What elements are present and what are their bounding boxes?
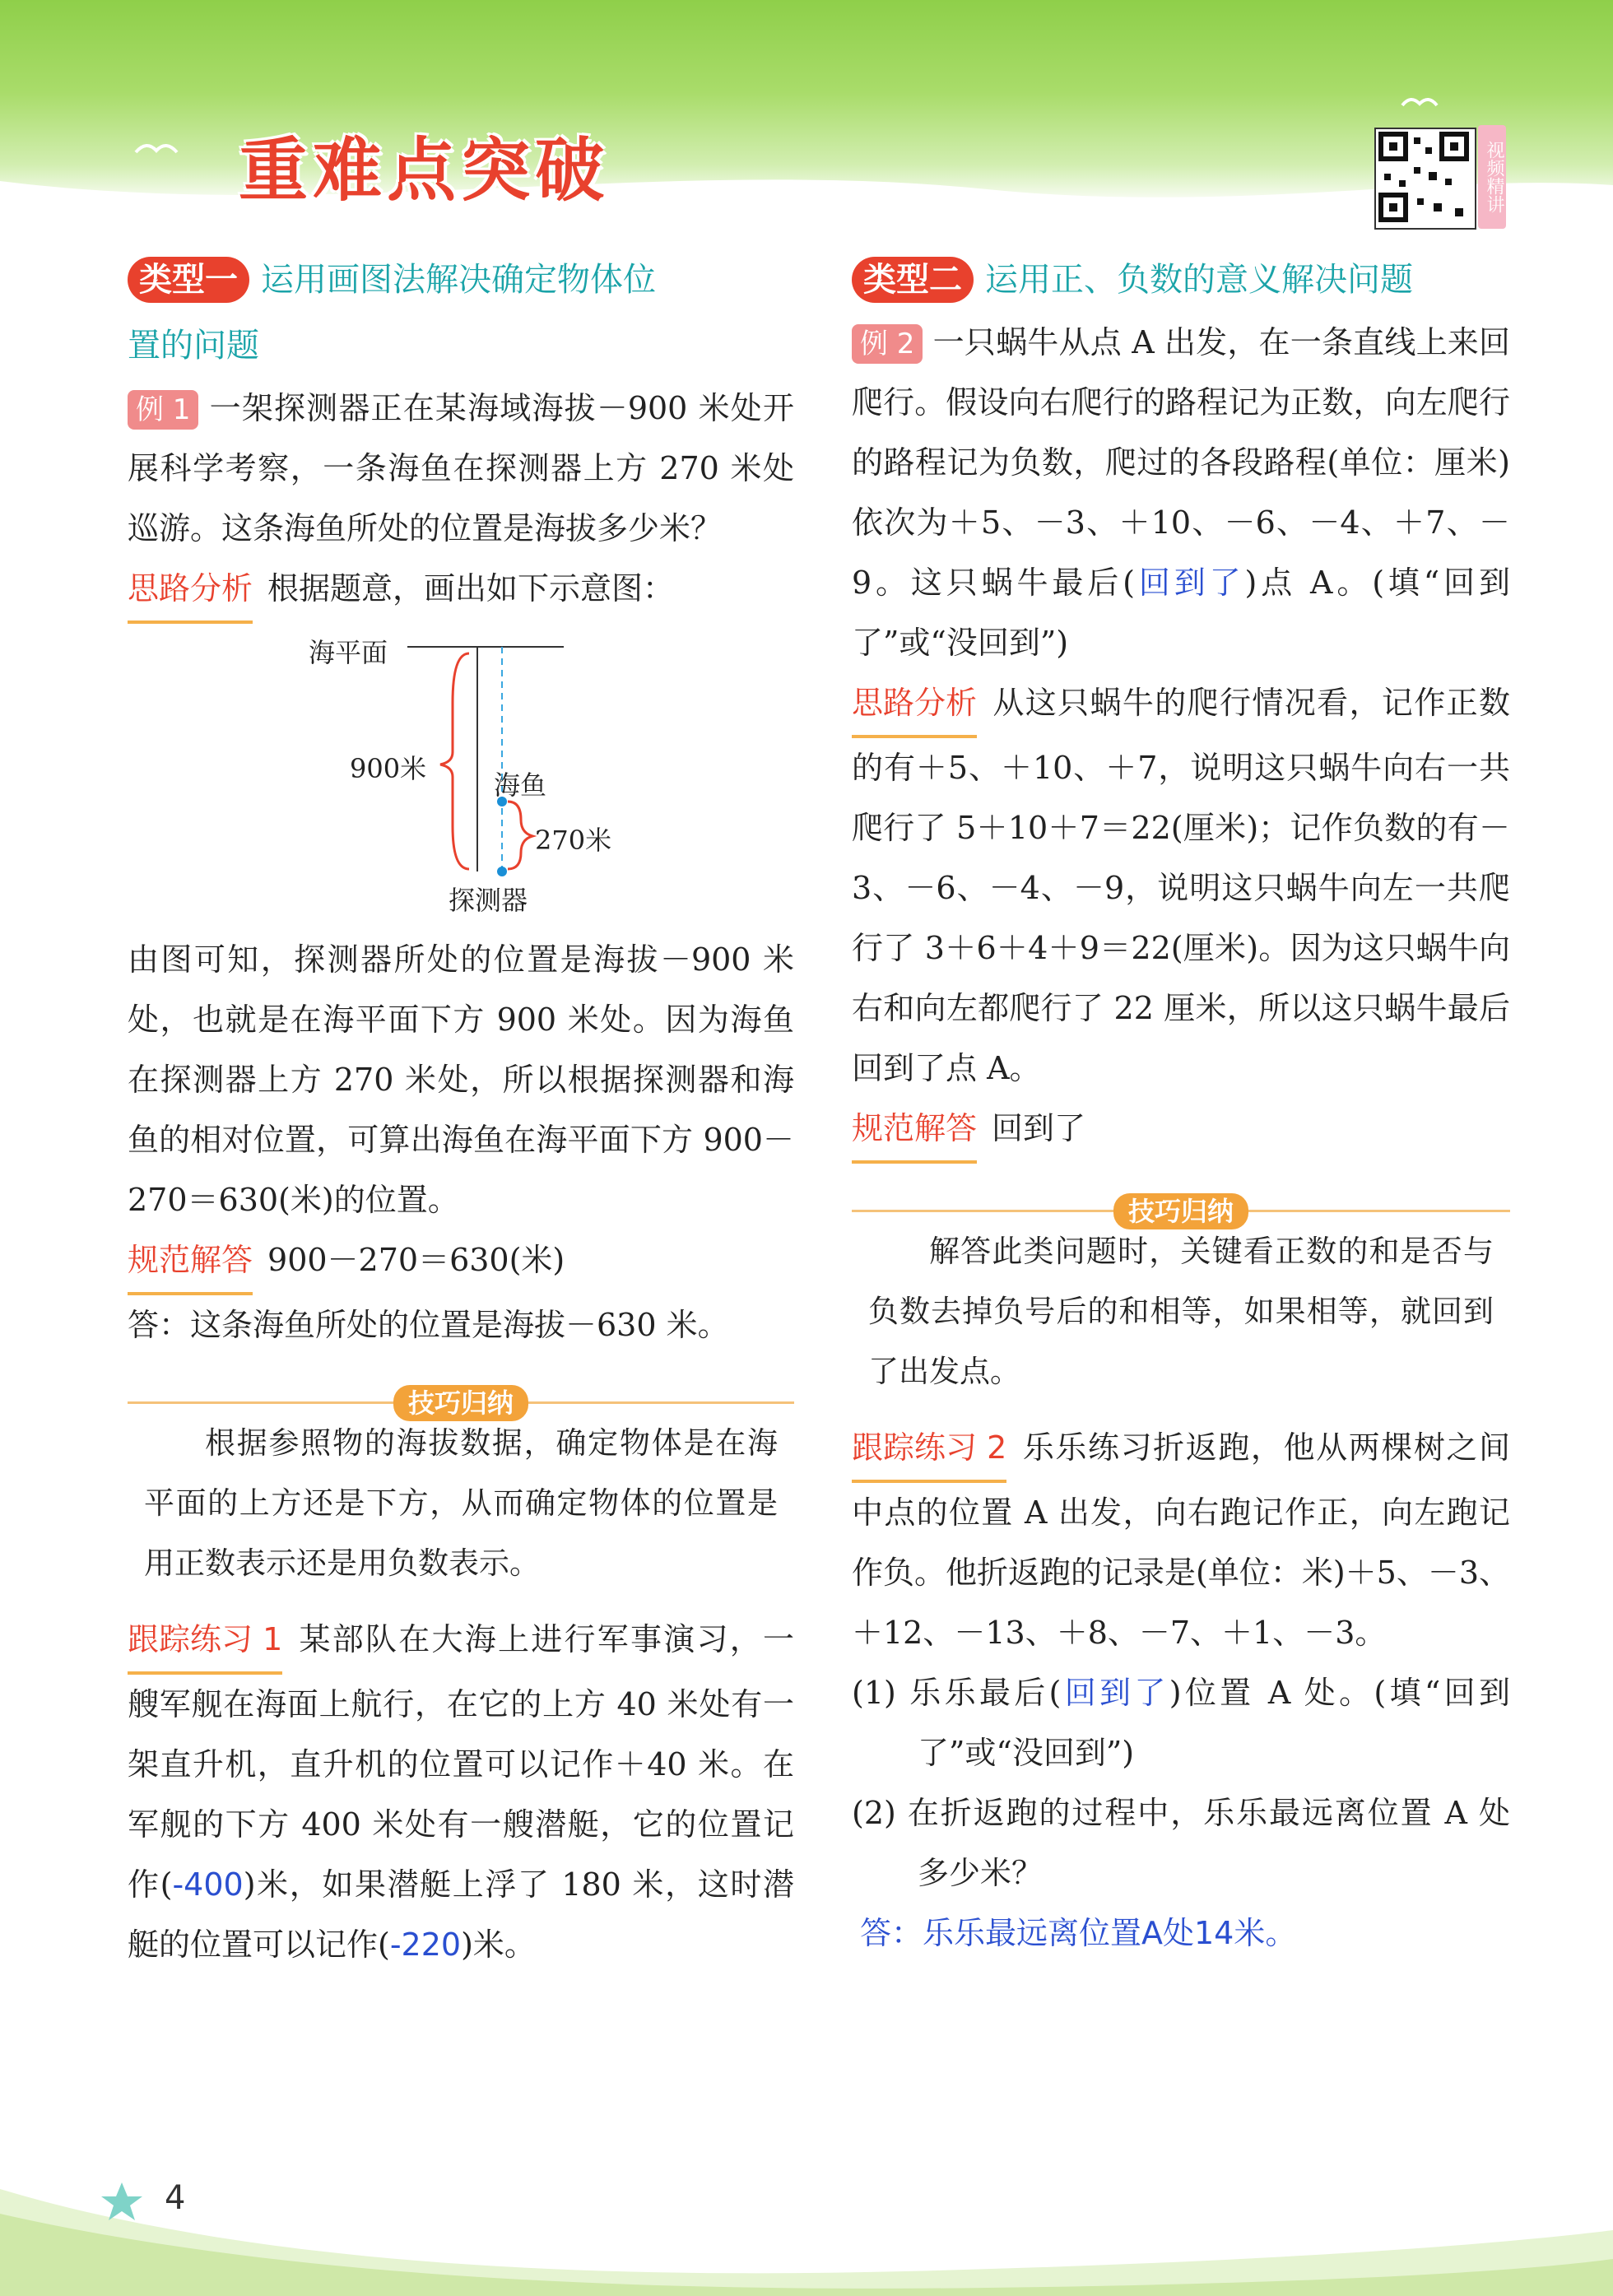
diagram-fish: 海鱼	[494, 769, 547, 801]
tip-text: 解答此类问题时，关键看正数的和是否与负数去掉负号后的和相等，如果相等，就回到了出发点。	[868, 1234, 1494, 1389]
practice-1	[128, 1610, 794, 1975]
type-heading-1	[128, 247, 794, 313]
answer-line-2	[852, 1099, 1510, 1164]
type-badge: 类型一	[128, 257, 249, 303]
type-heading-2	[852, 247, 1510, 313]
example-badge: 例 1	[128, 390, 198, 430]
example-text-b: )点 A。(填“回到了”或“没回到”)	[852, 565, 1510, 661]
practice-text: 某部队在大海上进行军事演习，一艘军舰在海面上航行，在它的上方 40 米处有一架直升机，直升机的位置可以记作＋40 米。在军舰的下方 400 米处有一艘潜艇，它的位置记作(	[128, 1621, 794, 1903]
diagram-depth: 900米	[350, 753, 427, 784]
example-badge: 例 2	[852, 324, 923, 364]
page-title: 重难点突破	[239, 130, 610, 211]
analysis-lead-line	[128, 559, 794, 624]
practice-text-b: )米，如果潜艇上浮了 180 米，这时潜艇的位置可以记作(	[128, 1866, 794, 1963]
footer-wave	[0, 2156, 1613, 2296]
brace-900	[440, 653, 469, 869]
analysis-label: 思路分析	[852, 673, 977, 738]
question-1-text-b: )位置 A 处。(填“回到了”或“没回到”)	[918, 1675, 1510, 1771]
left-column	[128, 247, 794, 1975]
practice-2	[852, 1418, 1510, 1663]
practice-answer-1[interactable]: -400	[172, 1866, 244, 1903]
example-2	[852, 313, 1510, 673]
diagram-sea-level: 海平面	[309, 637, 388, 668]
question-1-text: (1) 乐乐最后(	[852, 1675, 1062, 1711]
diagram-probe: 探测器	[449, 885, 528, 916]
star-icon	[99, 2179, 145, 2225]
example-text: 一架探测器正在某海域海拔－900 米处开展科学考察，一条海鱼在探测器上方 270 米处巡游。这条海鱼所处的位置是海拔多少米？	[128, 390, 794, 546]
tip-box-2	[852, 1193, 1510, 1401]
tip-text: 根据参照物的海拔数据，确定物体是在海平面的上方还是下方，从而确定物体的位置是用正数表示还是用负数表示。	[144, 1425, 778, 1581]
analysis-text: 由图可知，探测器所处的位置是海拔－900 米处，也就是在海平面下方 900 米处。因为海鱼在探测器上方 270 米处，所以根据探测器和海鱼的相对位置，可算出海鱼在海平面下方 900－270＝630(米)的位置。	[128, 941, 794, 1218]
type-title: 运用正、负数的意义解决问题	[985, 261, 1413, 299]
question-2-answer[interactable]: 答：乐乐最远离位置A处14米。	[860, 1915, 1297, 1951]
tip-box-1	[128, 1385, 794, 1593]
brace-270	[508, 802, 532, 869]
question-1-answer[interactable]: 回到了	[1061, 1675, 1169, 1711]
bird-icon	[132, 136, 181, 160]
practice-label: 跟踪练习 1	[128, 1610, 282, 1675]
example-answer[interactable]: 回到了	[1135, 565, 1245, 601]
answer-formula: 900－270＝630(米)	[267, 1242, 565, 1278]
answer-sentence: 答：这条海鱼所处的位置是海拔－630 米。	[128, 1307, 729, 1343]
answer-line	[128, 1230, 794, 1295]
bird-icon	[1399, 91, 1440, 112]
sea-diagram	[128, 629, 794, 925]
type-title: 运用画图法解决确定物体位	[261, 261, 656, 299]
answer-label: 规范解答	[128, 1230, 253, 1295]
analysis-label: 思路分析	[128, 559, 253, 624]
qr-code-icon[interactable]	[1374, 128, 1476, 230]
qr-pattern	[1376, 129, 1471, 225]
question-1	[852, 1663, 1510, 1783]
example-text: 一只蜗牛从点 A 出发，在一条直线上来回爬行。假设向右爬行的路程记为正数，向左爬行的路程记为负数，爬过的各段路程(单位：厘米)依次为＋5、－3、＋10、－6、－4、＋7、－9。这只蜗牛最后(	[852, 324, 1510, 601]
analysis-text: 从这只蜗牛的爬行情况看，记作正数的有＋5、＋10、＋7，说明这只蜗牛向右一共爬行了 5＋10＋7＝22(厘米)；记作负数的有－3、－6、－4、－9，说明这只蜗牛向左一共爬行了 3＋6＋4＋9＝22(厘米)。因为这只蜗牛向右和向左都爬行了 22 厘米，所以这只蜗牛最后回到了点 A。	[852, 685, 1510, 1086]
practice-text-c: )米。	[461, 1927, 536, 1963]
example-1	[128, 379, 794, 559]
analysis-lead: 根据题意，画出如下示意图：	[267, 570, 675, 607]
type-badge: 类型二	[852, 257, 974, 303]
qr-label: 视频精讲	[1478, 125, 1506, 229]
answer-text: 回到了	[992, 1110, 1086, 1146]
answer-label: 规范解答	[852, 1099, 977, 1164]
diagram-gap: 270米	[535, 825, 612, 856]
page-number: 4	[165, 2179, 186, 2217]
tip-badge: 技巧归纳	[393, 1385, 528, 1421]
practice-text: 乐乐练习折返跑，他从两棵树之间中点的位置 A 出发，向右跑记作正，向左跑记作负。他折返跑的记录是(单位：米)＋5、－3、＋12、－13、＋8、－7、＋1、－3。	[852, 1429, 1511, 1651]
type-title-cont: 置的问题	[128, 327, 259, 365]
question-2: (2) 在折返跑的过程中，乐乐最远离位置 A 处多少米？	[852, 1795, 1510, 1891]
tip-badge: 技巧归纳	[1113, 1193, 1248, 1229]
analysis-2	[852, 673, 1510, 1099]
probe-point	[497, 867, 507, 876]
practice-label: 跟踪练习 2	[852, 1418, 1006, 1483]
practice-answer-2[interactable]: -220	[389, 1927, 462, 1963]
right-column	[852, 247, 1510, 1964]
